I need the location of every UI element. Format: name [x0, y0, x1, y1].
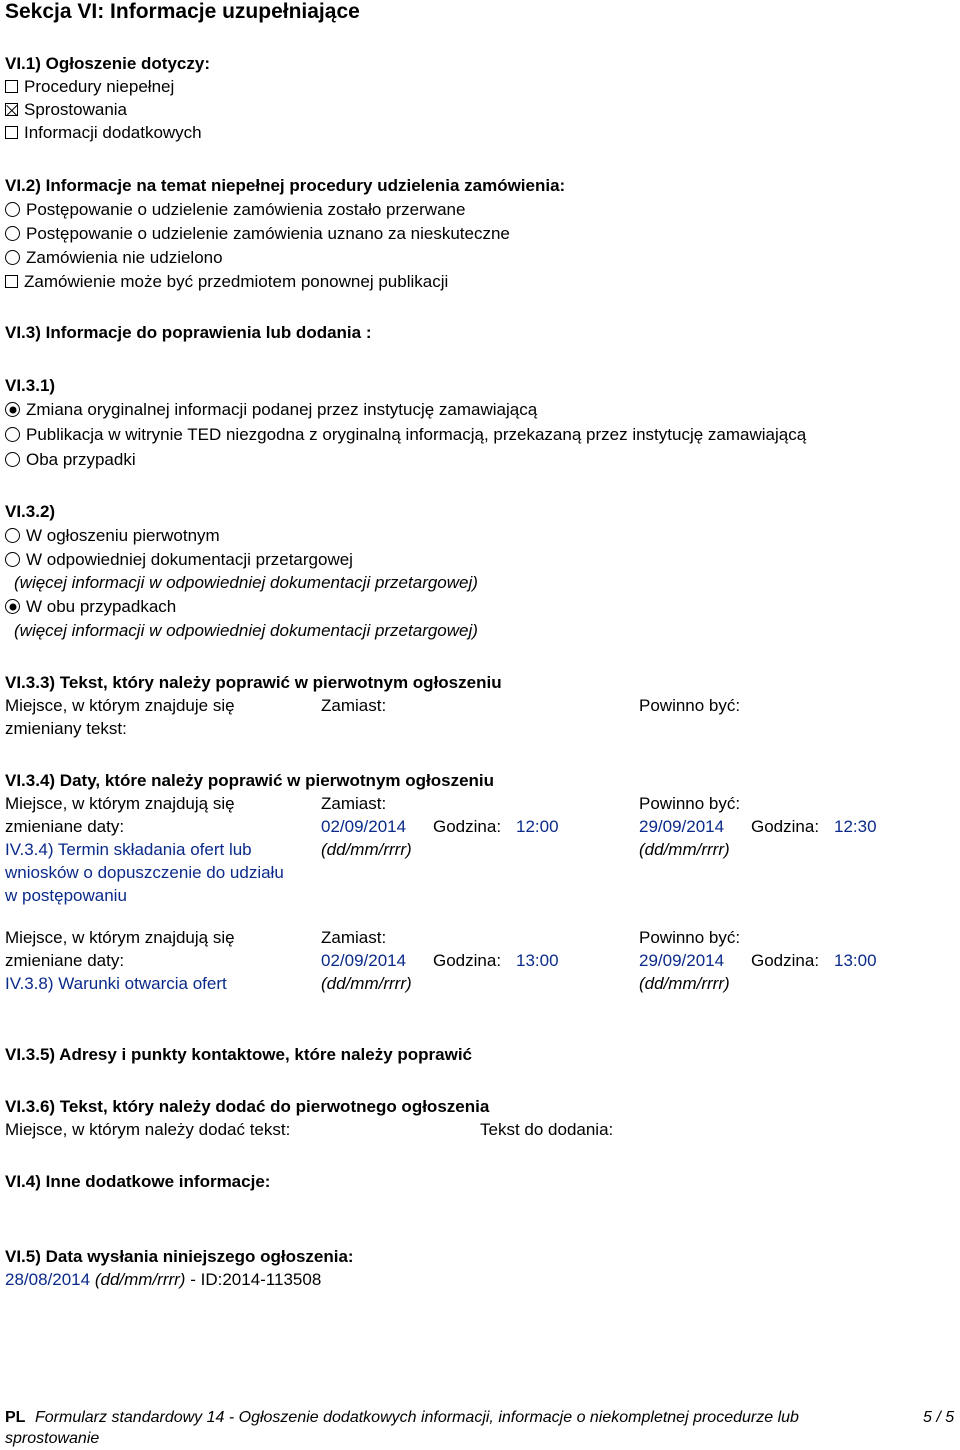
vi32-radio-dokumentacji[interactable] [5, 548, 353, 571]
option-label: W ogłoszeniu pierwotnym [26, 526, 220, 545]
vi31-radio-publikacja[interactable] [5, 423, 806, 446]
option-label: Postępowanie o udzielenie zamówienia uznano za nieskuteczne [26, 224, 510, 243]
vi34-place-label-2: zmieniane daty: [5, 951, 125, 970]
vi5-date-line [5, 1268, 321, 1291]
vi34-should-label: Powinno być: [639, 928, 741, 947]
vi34-new-time: 12:30 [834, 817, 877, 836]
vi34-old-date: 02/09/2014 [321, 951, 407, 970]
option-label: Procedury niepełnej [24, 77, 175, 96]
radio-selected-icon [5, 599, 20, 614]
vi34-instead-label: Zamiast: [321, 794, 387, 813]
vi3-heading: VI.3) Informacje do poprawienia lub dodania : [5, 323, 372, 342]
radio-icon [5, 552, 20, 567]
vi34-heading: VI.3.4) Daty, które należy poprawić w pierwotnym ogłoszeniu [5, 771, 495, 790]
vi32-note: (więcej informacji w odpowiedniej dokumentacji przetargowej) [14, 621, 478, 640]
checkbox-icon [5, 275, 18, 288]
vi33-heading: VI.3.3) Tekst, który należy poprawić w pierwotnym ogłoszeniu [5, 673, 502, 692]
option-label: Zamówienia nie udzielono [26, 248, 223, 267]
vi34-ref-line: IV.3.8) Warunki otwarcia ofert [5, 974, 227, 993]
vi1-option-informacji[interactable] [5, 121, 202, 144]
vi31-radio-oba[interactable] [5, 448, 136, 471]
vi36-heading: VI.3.6) Tekst, który należy dodać do pierwotnego ogłoszenia [5, 1097, 490, 1116]
footer-form-line2: sprostowanie [5, 1430, 100, 1447]
option-label: Sprostowania [24, 100, 128, 119]
radio-selected-icon [5, 402, 20, 417]
radio-icon [5, 250, 20, 265]
vi34-place-label-2: zmieniane daty: [5, 817, 125, 836]
vi33-place-label: Miejsce, w którym znajduje się [5, 696, 235, 715]
vi2-radio-nieskuteczne[interactable] [5, 222, 510, 245]
vi34-new-date: 29/09/2014 [639, 951, 725, 970]
vi2-heading: VI.2) Informacje na temat niepełnej procedury udzielenia zamówienia: [5, 176, 566, 195]
vi34-date-format: (dd/mm/rrrr) [321, 974, 412, 993]
vi34-ref-line: wniosków o dopuszczenie do udziału [5, 863, 284, 882]
footer-page-number: 5 / 5 [923, 1409, 955, 1426]
footer-form-line1: Formularz standardowy 14 - Ogłoszenie dodatkowych informacji, informacje o niekompletnej procedurze lub [35, 1409, 799, 1426]
vi5-id: - ID:2014-113508 [190, 1270, 322, 1289]
vi34-instead-label: Zamiast: [321, 928, 387, 947]
vi2-radio-przerwane[interactable] [5, 198, 465, 221]
vi34-date-format: (dd/mm/rrrr) [639, 840, 730, 859]
radio-icon [5, 452, 20, 467]
vi34-old-time-label: Godzina: [433, 951, 502, 970]
vi34-should-label: Powinno być: [639, 794, 741, 813]
vi32-note: (więcej informacji w odpowiedniej dokumentacji przetargowej) [14, 573, 478, 592]
vi34-place-label: Miejsce, w którym znajdują się [5, 928, 235, 947]
vi1-option-procedury[interactable] [5, 75, 174, 98]
option-label: Zmiana oryginalnej informacji podanej przez instytucję zamawiającą [26, 400, 538, 419]
radio-icon [5, 226, 20, 241]
radio-icon [5, 202, 20, 217]
vi31-radio-zmiana[interactable] [5, 398, 537, 421]
vi36-place-label: Miejsce, w którym należy dodać tekst: [5, 1120, 291, 1139]
checkbox-icon [5, 80, 18, 93]
vi34-new-time: 13:00 [834, 951, 877, 970]
vi5-date-format: (dd/mm/rrrr) [94, 1270, 186, 1289]
vi31-heading: VI.3.1) [5, 376, 56, 395]
vi1-option-sprostowania[interactable] [5, 98, 127, 121]
vi35-heading: VI.3.5) Adresy i punkty kontaktowe, które należy poprawić [5, 1045, 473, 1064]
option-label: Informacji dodatkowych [24, 123, 202, 142]
vi36-text-label: Tekst do dodania: [480, 1120, 614, 1139]
vi34-old-time: 12:00 [516, 817, 559, 836]
vi2-radio-nie-udzielono[interactable] [5, 246, 223, 269]
radio-icon [5, 528, 20, 543]
vi5-heading: VI.5) Data wysłania niniejszego ogłoszenia: [5, 1247, 354, 1266]
vi34-old-time: 13:00 [516, 951, 559, 970]
option-label: Publikacja w witrynie TED niezgodna z oryginalną informacją, przekazaną przez instytucję zamawiającą [26, 425, 807, 444]
vi2-checkbox-ponownej-publikacji[interactable] [5, 270, 448, 293]
checked-checkbox-icon [5, 103, 18, 116]
vi1-heading: VI.1) Ogłoszenie dotyczy: [5, 54, 210, 73]
vi34-ref-line: w postępowaniu [5, 886, 127, 905]
vi34-date-format: (dd/mm/rrrr) [639, 974, 730, 993]
footer-lang: PL [5, 1409, 26, 1426]
vi34-new-date: 29/09/2014 [639, 817, 725, 836]
vi34-old-time-label: Godzina: [433, 817, 502, 836]
option-label: Postępowanie o udzielenie zamówienia zostało przerwane [26, 200, 466, 219]
vi32-radio-pierwotnym[interactable] [5, 524, 220, 547]
section-title: Sekcja VI: Informacje uzupełniające [5, 0, 360, 23]
vi34-new-time-label: Godzina: [751, 817, 820, 836]
option-label: W odpowiedniej dokumentacji przetargowej [26, 550, 353, 569]
vi32-heading: VI.3.2) [5, 502, 56, 521]
vi33-instead-label: Zamiast: [321, 696, 387, 715]
checkbox-icon [5, 126, 18, 139]
vi33-should-label: Powinno być: [639, 696, 741, 715]
option-label: Oba przypadki [26, 450, 136, 469]
vi33-place-label-2: zmieniany tekst: [5, 719, 127, 738]
vi4-heading: VI.4) Inne dodatkowe informacje: [5, 1172, 271, 1191]
vi34-new-time-label: Godzina: [751, 951, 820, 970]
vi32-radio-obu[interactable] [5, 595, 176, 618]
radio-icon [5, 427, 20, 442]
vi34-old-date: 02/09/2014 [321, 817, 407, 836]
option-label: W obu przypadkach [26, 597, 177, 616]
vi34-ref-line: IV.3.4) Termin składania ofert lub [5, 840, 252, 859]
vi5-date: 28/08/2014 [5, 1270, 91, 1289]
vi34-place-label: Miejsce, w którym znajdują się [5, 794, 235, 813]
option-label: Zamówienie może być przedmiotem ponownej publikacji [24, 272, 449, 291]
vi34-date-format: (dd/mm/rrrr) [321, 840, 412, 859]
